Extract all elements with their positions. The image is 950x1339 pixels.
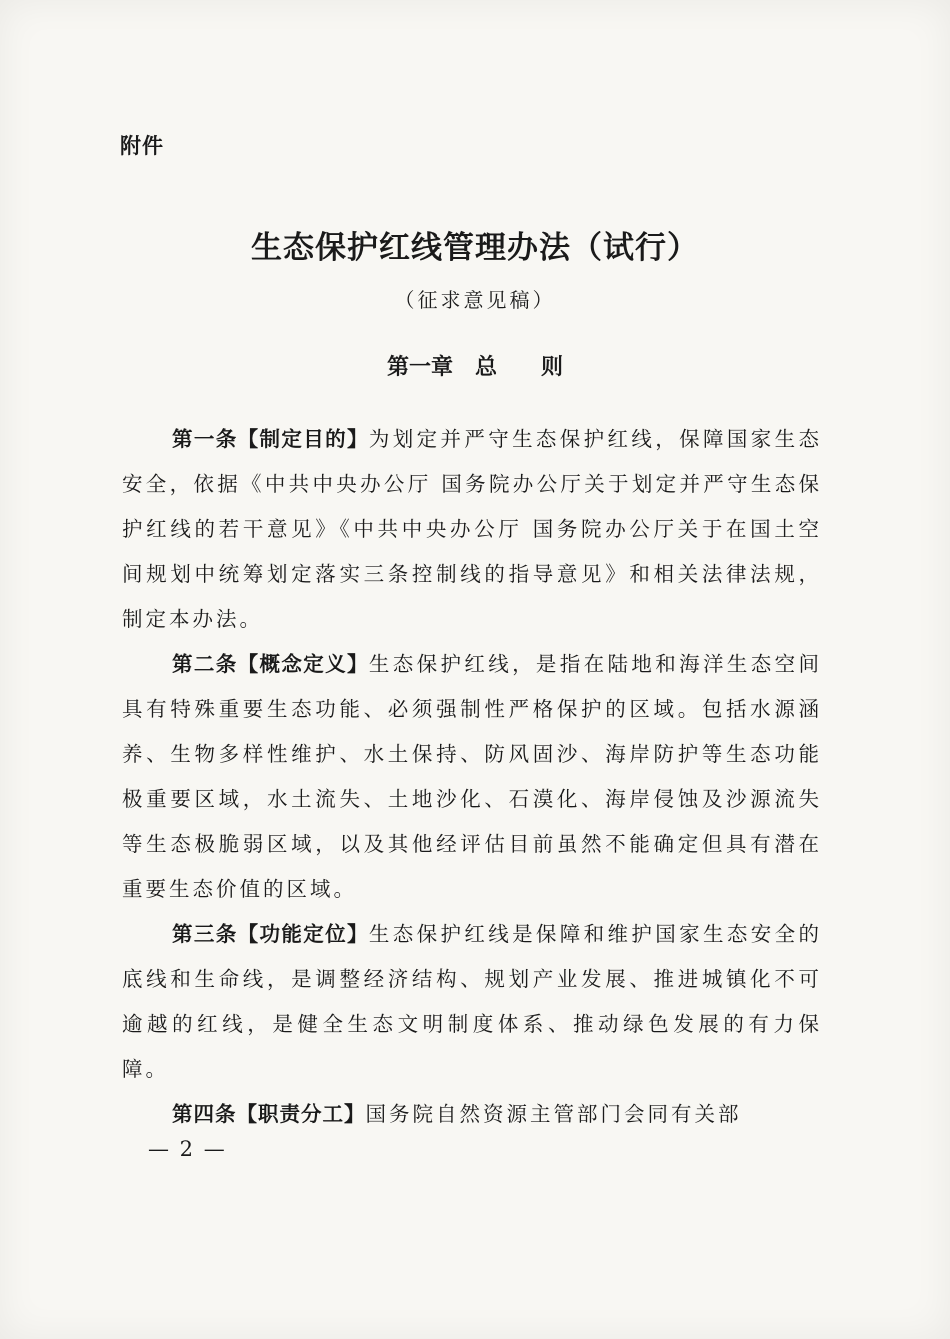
article-1-text: 为划定并严守生态保护红线，保障国家生态安全，依据《中共中央办公厅 国务院办公厅关于划定并严守生态保护红线的若干意见》《中共中央办公厅 国务院办公厅关于在国土空间规划中统筹划定落实三条控制线的指导意见》和相关法律法规，制定本办法。	[122, 427, 823, 631]
article-4-text: 国务院自然资源主管部门会同有关部	[365, 1102, 742, 1126]
page-number: — 2 —	[148, 1137, 227, 1161]
document-body	[122, 417, 822, 1137]
article-3-text: 生态保护红线是保障和维护国家生态安全的底线和生命线，是调整经济结构、规划产业发展、推进城镇化不可逾越的红线，是健全生态文明制度体系、推动绿色发展的有力保障。	[122, 922, 823, 1081]
article-2-text: 生态保护红线，是指在陆地和海洋生态空间具有特殊重要生态功能、必须强制性严格保护的区域。包括水源涵养、生物多样性维护、水土保持、防风固沙、海岸防护等生态功能极重要区域，水土流失、土地沙化、石漠化、海岸侵蚀及沙源流失等生态极脆弱区域，以及其他经评估目前虽然不能确定但具有潜在重要生态价值的区域。	[122, 652, 823, 901]
article-4-heading: 第四条【职责分工】	[172, 1102, 366, 1126]
document-subtitle: （征求意见稿）	[394, 288, 556, 312]
article-3	[122, 912, 822, 1092]
article-3-heading: 第三条【功能定位】	[172, 922, 369, 946]
article-1-heading: 第一条【制定目的】	[172, 427, 369, 451]
article-2	[122, 642, 822, 912]
chapter-heading: 第一章 总 则	[386, 355, 563, 380]
attachment-label: 附件	[120, 134, 164, 158]
article-1	[122, 417, 822, 642]
document-title: 生态保护红线管理办法（试行）	[251, 230, 699, 266]
article-4	[122, 1092, 822, 1137]
article-2-heading: 第二条【概念定义】	[172, 652, 369, 676]
